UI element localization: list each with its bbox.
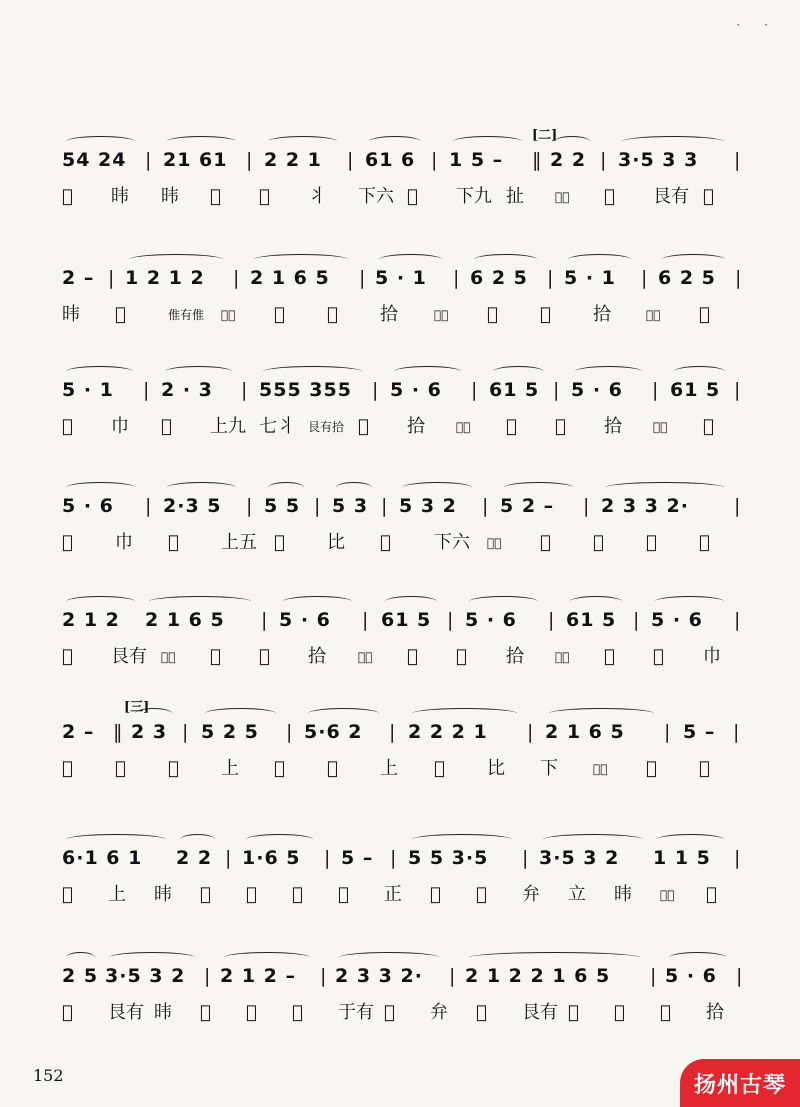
slur-mark — [224, 952, 310, 963]
slur-mark — [246, 834, 313, 845]
note-group: 2 3 3 2· — [335, 965, 423, 987]
barline: | — [108, 267, 116, 289]
note-group: 6 2 5 — [658, 267, 716, 289]
slur-mark — [622, 136, 724, 147]
jianzi-character: 正 — [384, 884, 402, 905]
jianzi-tablature — [62, 410, 752, 444]
jianzi-character: 𬀰 — [115, 304, 126, 325]
barline: | — [320, 965, 328, 987]
slur-mark — [283, 596, 352, 607]
section-mark: [三] — [124, 700, 150, 715]
jianzi-character: 𬀥 — [62, 186, 73, 207]
jianzi-character: 𬀫 — [210, 186, 221, 207]
jianzi-character: 于有 — [338, 1002, 374, 1023]
note-group: 5 · 6 — [651, 609, 703, 631]
jianzi-character: 𬀰 — [646, 532, 657, 553]
jianzi-character: 七丬 — [259, 416, 295, 437]
jianzi-character: 𬀥𬀩 — [555, 650, 570, 664]
barline: ‖ — [532, 149, 543, 171]
jianzi-character: 𬀥 — [168, 532, 179, 553]
note-group: 61 5 — [489, 379, 540, 401]
barline: ‖ — [113, 721, 124, 743]
barline: | — [447, 609, 455, 631]
note-group: 2 2 — [550, 149, 587, 171]
jianzi-character: 𬀥𬀩 — [161, 650, 176, 664]
note-group: 5 – — [683, 721, 716, 743]
jianpu-notation — [62, 258, 752, 298]
note-group: 61 5 — [381, 609, 432, 631]
jianzi-character: 𬀩 — [154, 1002, 172, 1023]
slur-mark — [412, 834, 512, 845]
note-group: 61 5 — [566, 609, 617, 631]
barline: | — [471, 379, 479, 401]
slur-mark — [66, 834, 166, 845]
jianzi-character: 𬀫 — [653, 646, 664, 667]
jianzi-character: 𬀥𬀩 — [653, 420, 668, 434]
jianzi-character: 扯 — [506, 186, 524, 207]
jianpu-notation — [62, 140, 752, 180]
jianzi-character: 立 — [568, 884, 586, 905]
jianpu-notation — [62, 370, 752, 410]
barline: | — [145, 495, 153, 517]
jianzi-character: 𬀥𬀩 — [456, 420, 471, 434]
note-group: 2·3 5 — [163, 495, 222, 517]
note-group: 555 355 — [259, 379, 352, 401]
jianzi-character: 𬀰 — [476, 1002, 487, 1023]
barline: | — [431, 149, 439, 171]
slur-mark — [109, 952, 195, 963]
slur-mark — [403, 482, 472, 493]
barline: | — [241, 379, 249, 401]
jianzi-tablature — [62, 526, 752, 560]
jianzi-character: 𬀥合 — [555, 190, 570, 204]
jianzi-character: 𬀰 — [430, 884, 441, 905]
jianzi-character: 巾 — [703, 646, 721, 667]
slur-mark — [336, 482, 372, 493]
note-group: 2 – — [62, 721, 95, 743]
jianzi-character: 艮有 — [522, 1002, 558, 1023]
note-group: 5 · 6 — [665, 965, 717, 987]
watermark-logo — [680, 1059, 800, 1107]
jianzi-character: 𬀥 — [62, 884, 73, 905]
barline: | — [453, 267, 461, 289]
jianzi-character: 巾 — [115, 532, 133, 553]
jianzi-tablature — [62, 640, 752, 674]
jianpu-notation — [62, 712, 752, 752]
jianzi-character: 𬀰 — [115, 758, 126, 779]
barline: | — [548, 609, 556, 631]
slur-mark — [655, 596, 724, 607]
barline: | — [372, 379, 380, 401]
jianzi-character: 𬀥 — [568, 1002, 579, 1023]
barline: | — [652, 379, 660, 401]
barline: | — [449, 965, 457, 987]
jianzi-character: 上五 — [221, 532, 257, 553]
barline: | — [261, 609, 269, 631]
barline: | — [389, 721, 397, 743]
slur-mark — [254, 254, 348, 265]
barline: | — [359, 267, 367, 289]
barline: | — [734, 379, 742, 401]
jianzi-character: 𬀥𬀩 — [487, 536, 502, 550]
jianzi-tablature — [62, 298, 752, 332]
jianzi-character: 𬀥 — [703, 186, 714, 207]
barline: | — [650, 965, 658, 987]
slur-mark — [268, 482, 304, 493]
barline: | — [600, 149, 608, 171]
slur-mark — [543, 834, 643, 845]
jianzi-character: 𬀥 — [168, 758, 179, 779]
note-group: 5 2 5 — [201, 721, 259, 743]
slur-mark — [657, 834, 724, 845]
page-number: 152 — [33, 1066, 64, 1085]
slur-mark — [205, 708, 276, 719]
barline: | — [641, 267, 649, 289]
jianzi-character: 𬀥 — [540, 304, 551, 325]
slur-mark — [674, 366, 725, 377]
jianzi-character: 拾 — [593, 304, 611, 325]
barline: | — [225, 847, 233, 869]
jianzi-character: 𬀰 — [62, 646, 73, 667]
jianzi-character: 𬀥 — [593, 532, 604, 553]
note-group: 2 2 — [176, 847, 213, 869]
jianzi-character: 比 — [487, 758, 505, 779]
jianzi-character: 下六 — [434, 532, 470, 553]
barline: | — [735, 267, 743, 289]
jianzi-character: 上九 — [210, 416, 246, 437]
jianzi-tablature — [62, 180, 752, 214]
jianzi-character: 𬀥𬀩 — [660, 888, 675, 902]
barline: | — [362, 609, 370, 631]
note-group: 2 1 6 5 — [250, 267, 330, 289]
slur-mark — [180, 834, 215, 845]
note-group: 1 1 5 — [653, 847, 711, 869]
barline: | — [547, 267, 555, 289]
jianzi-character: 𬀥𬀩 — [221, 308, 236, 322]
jianzi-character: 𬀫 — [327, 304, 338, 325]
slur-mark — [379, 254, 442, 265]
barline: | — [246, 149, 254, 171]
slur-mark — [308, 708, 379, 719]
jianzi-tablature — [62, 996, 752, 1030]
jianzi-character: 𬀥 — [327, 758, 338, 779]
jianzi-character: 𬀰 — [274, 532, 285, 553]
note-group: 5 · 6 — [465, 609, 517, 631]
jianzi-character: 比 — [327, 532, 345, 553]
slur-mark — [66, 136, 135, 147]
jianzi-character: 艮有 — [108, 1002, 144, 1023]
note-group: 2 1 6 5 — [145, 609, 225, 631]
note-group: 5 3 2 — [399, 495, 457, 517]
jianzi-character: 𬀥𬀩 — [434, 308, 449, 322]
score-line — [62, 370, 752, 444]
barline: | — [204, 965, 212, 987]
note-group: 6 2 5 — [470, 267, 528, 289]
jianzi-character: 𬀥 — [246, 884, 257, 905]
jianzi-character: 𬀫 — [506, 416, 517, 437]
note-group: 5 · 6 — [390, 379, 442, 401]
jianzi-character: 𬀥 — [62, 1002, 73, 1023]
note-group: 2 · 3 — [161, 379, 213, 401]
note-group: 5 2 – — [500, 495, 555, 517]
slur-mark — [453, 136, 522, 147]
barline: | — [143, 379, 151, 401]
slur-mark — [469, 952, 640, 963]
jianzi-character: 𬀫 — [407, 646, 418, 667]
score-line — [62, 600, 752, 674]
jianzi-character: 巾 — [111, 416, 129, 437]
jianzi-character: 𬀰 — [476, 884, 487, 905]
score-line — [62, 128, 752, 214]
section-mark: [二] — [532, 128, 558, 143]
note-group: 2 1 2 — [62, 609, 120, 631]
note-group: 3·5 3 2 — [105, 965, 186, 987]
note-group: 5 · 6 — [62, 495, 114, 517]
jianzi-character: 倠有倠 — [168, 308, 205, 322]
jianzi-character: 𬀩 — [154, 884, 172, 905]
jianzi-character: 𬀫 — [660, 1002, 671, 1023]
barline: | — [734, 149, 742, 171]
barline: | — [664, 721, 672, 743]
note-group: 5 · 6 — [279, 609, 331, 631]
jianzi-character: 弁 — [430, 1002, 448, 1023]
jianzi-character: 𬀫 — [456, 646, 467, 667]
jianzi-character: 𬀫 — [62, 532, 73, 553]
jianzi-character: 𬀥 — [338, 884, 349, 905]
jianzi-character: 下九 — [456, 186, 492, 207]
jianzi-character: 上 — [108, 884, 126, 905]
barline: | — [527, 721, 535, 743]
jianzi-character: 𬀫 — [161, 416, 172, 437]
jianzi-character: 𬀫 — [555, 416, 566, 437]
slur-mark — [662, 254, 725, 265]
jianzi-tablature — [62, 752, 752, 786]
watermark-text: 扬州古琴 — [693, 1072, 786, 1098]
note-group: 21 61 — [163, 149, 228, 171]
jianzi-character: 𬀥 — [259, 186, 270, 207]
jianpu-notation — [62, 486, 752, 526]
jianzi-character: 拾 — [308, 646, 326, 667]
jianzi-character: 拾 — [506, 646, 524, 667]
jianzi-character: 𬀫 — [259, 646, 270, 667]
slur-mark — [669, 952, 726, 963]
slur-mark — [493, 366, 544, 377]
jianzi-character: 𬀥 — [62, 416, 73, 437]
slur-mark — [149, 596, 251, 607]
jianzi-character: 𬀫 — [699, 758, 710, 779]
barline: | — [733, 721, 741, 743]
jianzi-character: 𬀰 — [380, 532, 391, 553]
jianzi-character: 拾 — [706, 1002, 724, 1023]
jianzi-character: 𬀫 — [358, 416, 369, 437]
note-group: 54 24 — [62, 149, 127, 171]
note-group: 5 5 3·5 — [408, 847, 489, 869]
jianzi-character: 𬀰 — [384, 1002, 395, 1023]
note-group: 3·5 3 2 — [539, 847, 620, 869]
note-group: 2 3 3 2· — [601, 495, 689, 517]
slur-mark — [575, 366, 642, 377]
slur-mark — [385, 596, 437, 607]
note-group: 5 – — [341, 847, 374, 869]
slur-mark — [394, 366, 461, 377]
note-group: 5 · 1 — [375, 267, 427, 289]
barline: | — [734, 609, 742, 631]
note-group: 2 1 2 2 1 6 5 — [465, 965, 611, 987]
jianzi-character: 𬀫 — [703, 416, 714, 437]
barline: | — [633, 609, 641, 631]
barline: | — [381, 495, 389, 517]
jianzi-character: 𬀫 — [646, 758, 657, 779]
jianzi-character: 拾 — [407, 416, 425, 437]
barline: | — [734, 495, 742, 517]
note-group: 5 · 1 — [564, 267, 616, 289]
score-line — [62, 700, 752, 786]
jianzi-character: 𬀫 — [210, 646, 221, 667]
note-group: 5 5 — [264, 495, 301, 517]
jianzi-character: 𬀩 — [62, 304, 80, 325]
note-group: 6·1 6 1 — [62, 847, 143, 869]
barline: | — [736, 965, 744, 987]
barline: | — [583, 495, 591, 517]
note-group: 5 · 6 — [571, 379, 623, 401]
slur-mark — [167, 136, 236, 147]
slur-mark — [339, 952, 439, 963]
note-group: 2 2 2 1 — [408, 721, 488, 743]
jianpu-notation — [62, 838, 752, 878]
jianzi-character: 𬀩 — [161, 186, 179, 207]
barline: | — [286, 721, 294, 743]
barline: | — [145, 149, 153, 171]
score-line — [62, 838, 752, 912]
jianzi-character: 𬀥 — [292, 1002, 303, 1023]
slur-mark — [129, 254, 223, 265]
jianzi-character: 𬀫 — [274, 304, 285, 325]
slur-mark — [66, 366, 133, 377]
slur-mark — [568, 254, 631, 265]
note-group: 1 5 – — [449, 149, 504, 171]
jianzi-character: 𬀩 — [614, 884, 632, 905]
slur-mark — [135, 708, 172, 719]
jianzi-character: 艮有 — [653, 186, 689, 207]
jianzi-character: 丬 — [308, 186, 326, 207]
jianzi-character: 艮有拾 — [308, 420, 345, 434]
slur-mark — [570, 596, 622, 607]
jianzi-character: 𬀰 — [200, 1002, 211, 1023]
slur-mark — [474, 254, 537, 265]
jianzi-character: 𬀥 — [200, 884, 211, 905]
barline: | — [233, 267, 241, 289]
jianpu-notation — [62, 600, 752, 640]
jianzi-character: 上 — [221, 758, 239, 779]
barline: | — [324, 847, 332, 869]
jianzi-character: 𬀫 — [407, 186, 418, 207]
slur-mark — [66, 952, 95, 963]
note-group: 1 2 1 2 — [125, 267, 205, 289]
score-line — [62, 956, 752, 1030]
jianzi-character: 艮有 — [111, 646, 147, 667]
jianzi-character: 𬀥𬀩 — [646, 308, 661, 322]
barline: | — [182, 721, 190, 743]
slur-mark — [66, 596, 135, 607]
note-group: 2 2 1 — [264, 149, 322, 171]
jianzi-character: 𬀰 — [434, 758, 445, 779]
slur-mark — [268, 136, 337, 147]
jianzi-character: 𬀩 — [111, 186, 129, 207]
slur-mark — [165, 366, 232, 377]
barline: | — [314, 495, 322, 517]
slur-mark — [504, 482, 573, 493]
barline: | — [246, 495, 254, 517]
barline: | — [482, 495, 490, 517]
jianzi-character: 下六 — [358, 186, 394, 207]
slur-mark — [554, 136, 590, 147]
slur-mark — [263, 366, 362, 377]
jianzi-character: 𬀫 — [706, 884, 717, 905]
slur-mark — [66, 482, 135, 493]
note-group: 5 3 — [332, 495, 369, 517]
slur-mark — [469, 596, 538, 607]
note-group: 1·6 5 — [242, 847, 301, 869]
slur-mark — [167, 482, 236, 493]
note-group: 5·6 2 — [304, 721, 363, 743]
jianzi-character: 𬀰 — [604, 186, 615, 207]
jianzi-character: 𬀥 — [699, 532, 710, 553]
slur-mark — [549, 708, 654, 719]
jianzi-character: 拾 — [604, 416, 622, 437]
jianzi-character: 𬀫 — [292, 884, 303, 905]
barline: | — [734, 847, 742, 869]
note-group: 5 · 1 — [62, 379, 114, 401]
barline: | — [553, 379, 561, 401]
jianzi-character: 𬀫 — [540, 532, 551, 553]
note-group: 2 1 2 – — [220, 965, 297, 987]
jianzi-tablature — [62, 878, 752, 912]
score-line — [62, 258, 752, 332]
jianzi-character: 𬀥𬀩 — [358, 650, 373, 664]
jianzi-character: 𬀥 — [246, 1002, 257, 1023]
score-line — [62, 486, 752, 560]
jianzi-character: 拾 — [380, 304, 398, 325]
jianpu-notation — [62, 956, 752, 996]
note-group: 61 6 — [365, 149, 416, 171]
slur-mark — [369, 136, 421, 147]
jianzi-character: 𬀫 — [614, 1002, 625, 1023]
note-group: 2 – — [62, 267, 95, 289]
jianzi-character: 𬀫 — [604, 646, 615, 667]
jianzi-character: 𬀫 — [274, 758, 285, 779]
jianzi-character: 上 — [380, 758, 398, 779]
corner-marks: · · — [736, 18, 778, 32]
note-group: 2 1 6 5 — [545, 721, 625, 743]
barline: | — [347, 149, 355, 171]
note-group: 2 3 — [131, 721, 168, 743]
note-group: 61 5 — [670, 379, 721, 401]
jianzi-character: 𬀫 — [699, 304, 710, 325]
jianzi-character: 下 — [540, 758, 558, 779]
barline: | — [390, 847, 398, 869]
note-group: 2 5 — [62, 965, 99, 987]
slur-mark — [412, 708, 517, 719]
jianzi-character: 𬀥𬀩 — [593, 762, 608, 776]
note-group: 3·5 3 3 — [618, 149, 699, 171]
slur-mark — [605, 482, 724, 493]
jianzi-character: 𬀫 — [487, 304, 498, 325]
jianzi-character: 𬀫 — [62, 758, 73, 779]
barline: | — [522, 847, 530, 869]
jianzi-character: 弁 — [522, 884, 540, 905]
